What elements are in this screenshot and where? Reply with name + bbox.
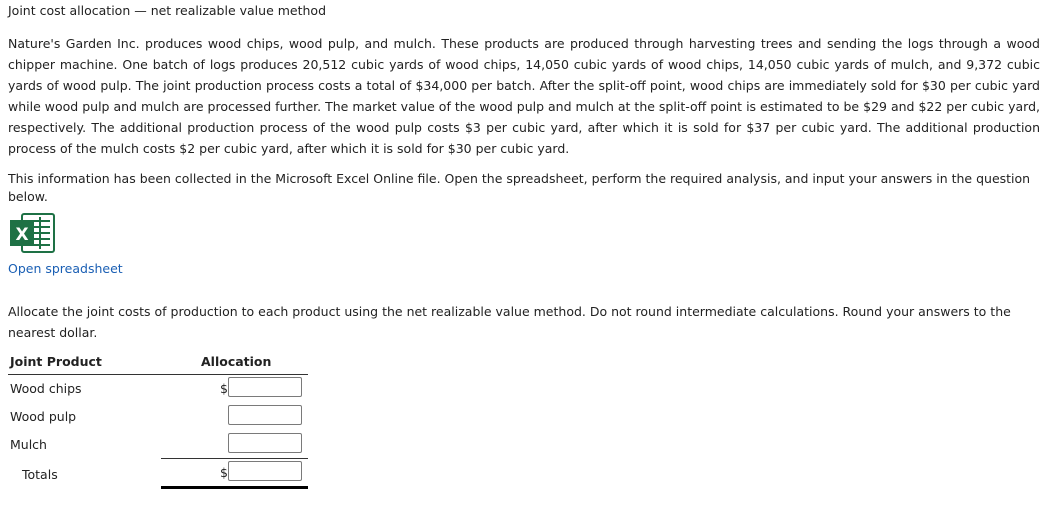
wood-chips-allocation-input[interactable] xyxy=(228,377,302,397)
totals-double-rule xyxy=(161,486,308,489)
wood-pulp-allocation-input[interactable] xyxy=(228,405,302,425)
question-instructions: Allocate the joint costs of production to each product using the net realizable value method. Do not round intermediate calculations. Round your answers to the nearest dollar. xyxy=(8,304,1011,340)
currency-symbol: $ xyxy=(220,465,228,480)
totals-top-rule xyxy=(161,458,308,459)
row-label-wood-chips: Wood chips xyxy=(10,381,82,396)
table-row xyxy=(8,376,308,402)
row-label-totals: Totals xyxy=(22,467,58,482)
currency-symbol: $ xyxy=(220,381,228,396)
row-label-mulch: Mulch xyxy=(10,437,47,452)
allocation-table xyxy=(8,352,308,482)
col-header-allocation: Allocation xyxy=(201,354,272,369)
totals-row xyxy=(8,460,308,486)
open-spreadsheet-link[interactable]: Open spreadsheet xyxy=(8,261,123,276)
excel-icon[interactable] xyxy=(8,212,56,254)
table-row xyxy=(8,432,308,458)
table-header xyxy=(8,352,308,374)
col-header-joint-product: Joint Product xyxy=(10,354,102,369)
table-row xyxy=(8,404,308,430)
problem-paragraph: Nature's Garden Inc. produces wood chips, wood pulp, and mulch. These products are produced through harvesting trees and sending the logs through a wood chipper machine. One batch of logs produces 20,512 cubic yards of wood chips, 14,050 cubic yards of wood chips, 14,050 cubic yards of mulch, and 9,372 cubic yards of wood pulp. The joint production process costs a total of $34,000 per batch. After the split-off point, wood chips are immediately sold for $30 per cubic yard while wood pulp and mulch are processed further. The market value of the wood pulp and mulch at the split-off point is estimated to be $29 and $22 per cubic yard, respectively. The additional production process of the wood pulp costs $3 per cubic yard, after which it is sold for $37 per cubic yard. The additional production process of the mulch costs $2 per cubic yard, after which it is sold for $30 per cubic yard. xyxy=(8,36,1040,156)
page-title: Joint cost allocation — net realizable value method xyxy=(8,3,327,18)
row-label-wood-pulp: Wood pulp xyxy=(10,409,77,424)
header-rule xyxy=(8,374,308,375)
totals-allocation-input[interactable] xyxy=(228,461,302,481)
info-paragraph: This information has been collected in the Microsoft Excel Online file. Open the spreadsheet, perform the required analysis, and input your answers in the question below. xyxy=(8,171,1031,204)
mulch-allocation-input[interactable] xyxy=(228,433,302,453)
svg-text:X: X xyxy=(15,225,29,245)
